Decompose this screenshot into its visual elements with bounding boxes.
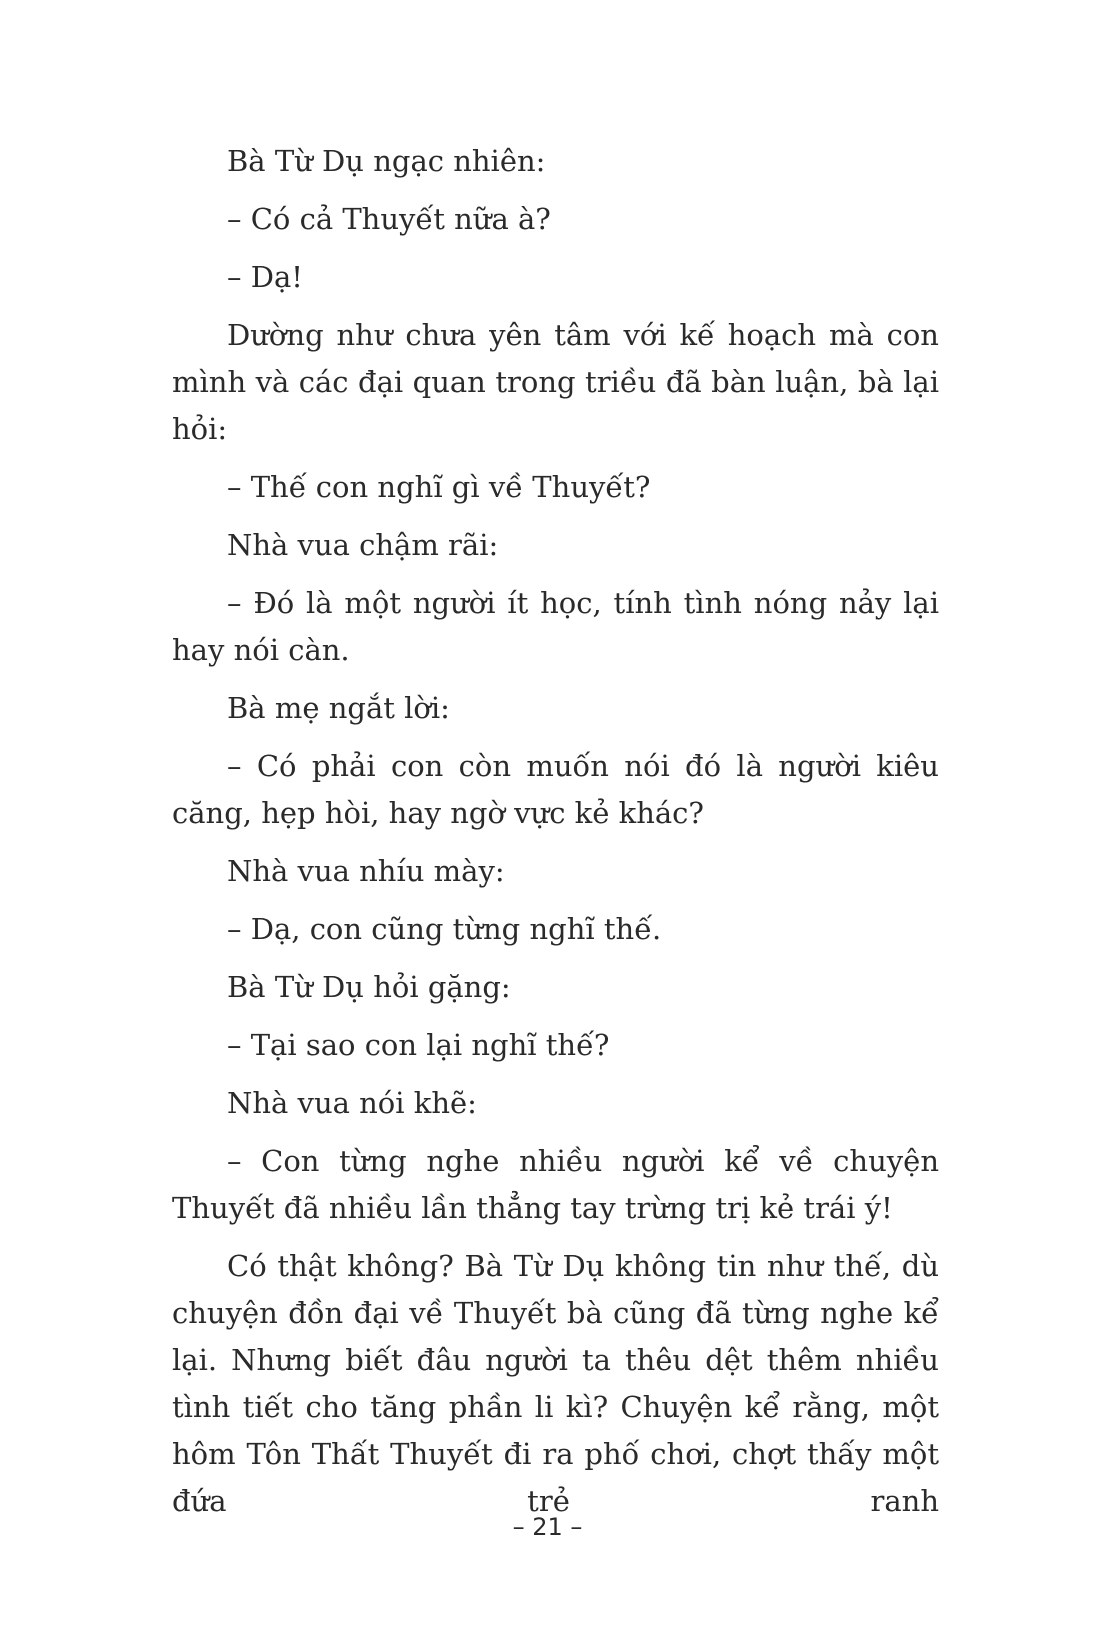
dialogue-line: – Dạ! [227,260,303,294]
paragraph: Dường như chưa yên tâm với kế hoạch mà con mình và các đại quan trong triều đã bàn luận, bà lại hỏi: [172,318,939,446]
dialogue-line: – Có cả Thuyết nữa à? [227,202,551,236]
dialogue-line: – Dạ, con cũng từng nghĩ thế. [227,912,662,946]
body-text [172,138,939,1536]
dialogue-line: – Tại sao con lại nghĩ thế? [227,1028,610,1062]
paragraph: Bà Từ Dụ hỏi gặng: [227,970,511,1004]
page-number: – 21 – [512,1513,583,1541]
dialogue-line: – Con từng nghe nhiều người kể về chuyện Thuyết đã nhiều lần thẳng tay trừng trị kẻ trái ý! [172,1144,939,1225]
paragraph: Nhà vua nhíu mày: [227,854,505,888]
dialogue-line: – Đó là một người ít học, tính tình nóng nảy lại hay nói càn. [172,586,939,667]
paragraph: Bà mẹ ngắt lời: [227,691,450,725]
dialogue-line: – Thế con nghĩ gì về Thuyết? [227,470,651,504]
paragraph: Nhà vua nói khẽ: [227,1086,477,1120]
paragraph: Bà Từ Dụ ngạc nhiên: [227,144,546,178]
paragraph: Có thật không? Bà Từ Dụ không tin như thế, dù chuyện đồn đại về Thuyết bà cũng đã từng nghe kể lại. Nhưng biết đâu người ta thêu dệt thêm nhiều tình tiết cho tăng phần li kì? Chuyện kể rằng, một hôm Tôn Thất Thuyết đi ra phố chơi, chợt thấy một đứa trẻ ranh [172,1249,939,1518]
paragraph: Nhà vua chậm rãi: [227,528,499,562]
dialogue-line: – Có phải con còn muốn nói đó là người kiêu căng, hẹp hòi, hay ngờ vực kẻ khác? [172,749,939,830]
